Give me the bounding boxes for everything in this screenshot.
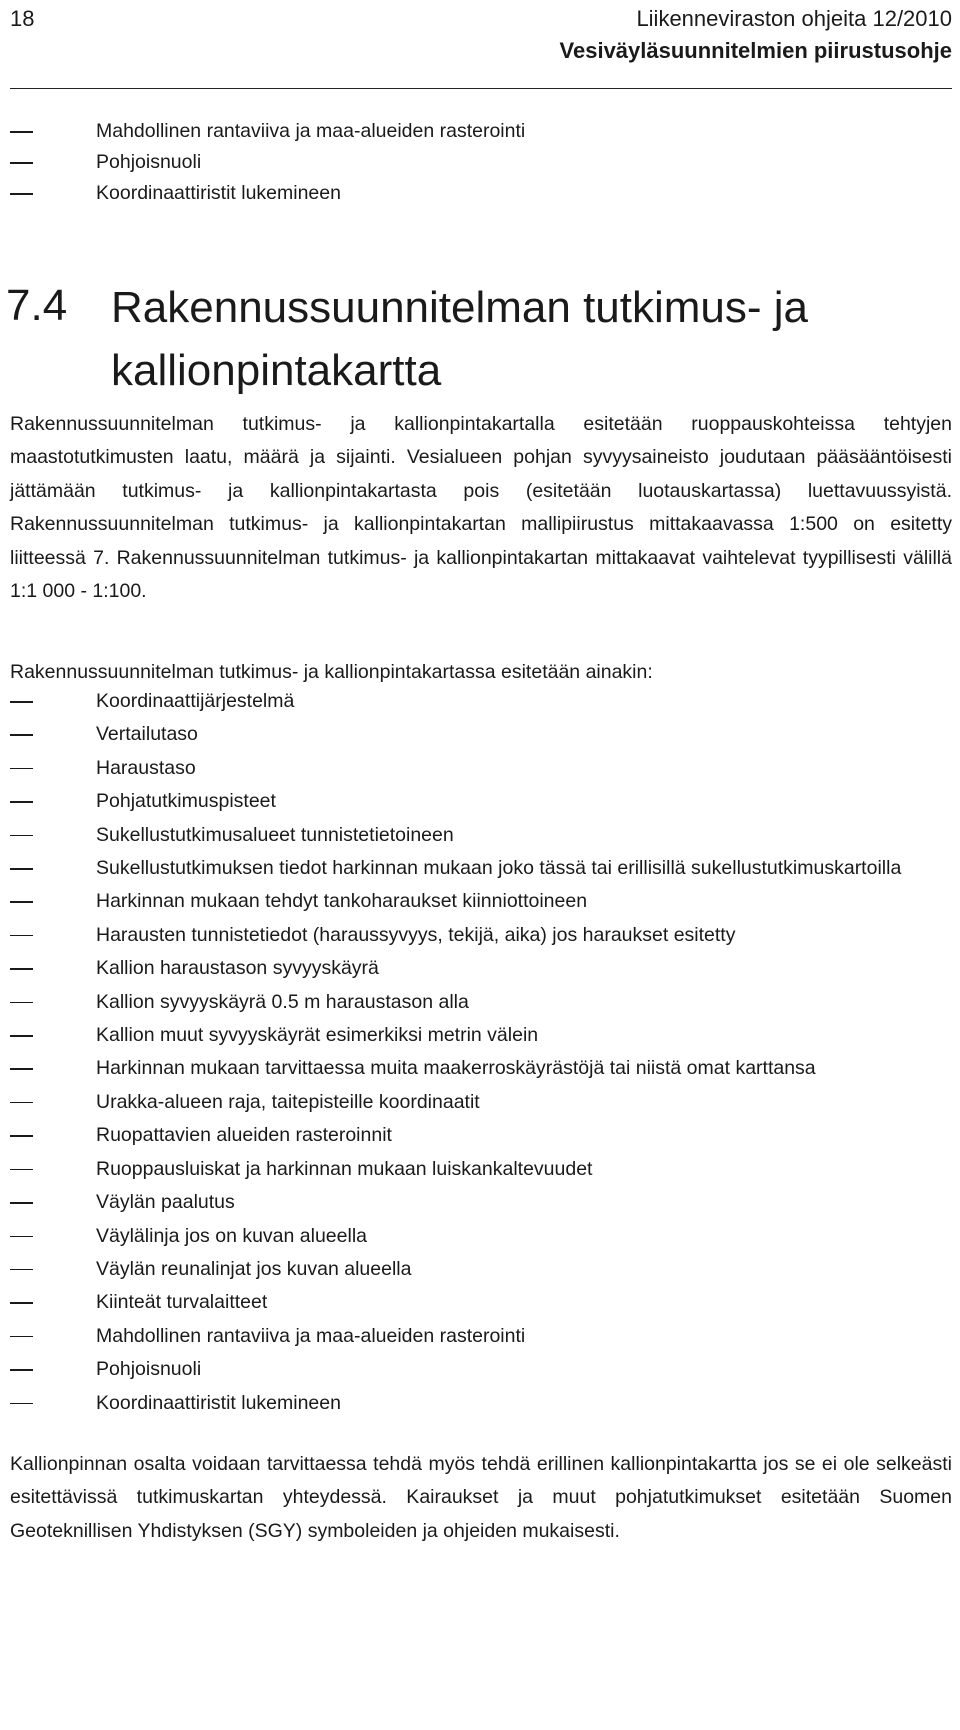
list-item-text: Koordinaattiristit lukemineen [96,1391,341,1414]
dash-bullet-icon [10,193,33,195]
list-item [10,1320,952,1353]
list-item-text: Urakka-alueen raja, taitepisteille koordinaatit [96,1090,480,1113]
list-item [10,178,952,209]
main-bullet-list [10,685,952,1420]
list-item [10,116,952,147]
list-item-text: Harkinnan mukaan tehdyt tankoharaukset kiinniottoineen [96,890,588,913]
dash-bullet-icon [10,1369,33,1371]
list-item-text: Väylän paalutus [96,1191,235,1214]
dash-bullet-icon [10,1202,33,1204]
list-item-text: Väylän reunalinjat jos kuvan alueella [96,1257,412,1280]
list-item [10,919,952,952]
list-item-text: Pohjoisnuoli [96,1358,202,1381]
list-item-text: Vertailutaso [96,723,198,746]
list-item-text: Kallion syvyyskäyrä 0.5 m haraustason alla [96,990,469,1013]
list-item-text: Sukellustutkimusalueet tunnistetietoineen [96,823,454,846]
list-item-text: Pohjatutkimuspisteet [96,790,276,813]
section-heading-line1: Rakennussuunnitelman tutkimus- ja [111,283,809,332]
list-item [10,1353,952,1386]
dash-bullet-icon [10,768,33,770]
dash-bullet-icon [10,1403,33,1405]
list-item [10,885,952,918]
list-item [10,952,952,985]
dash-bullet-icon [10,1169,33,1171]
body-paragraph-1: Rakennussuunnitelman tutkimus- ja kallionpintakartalla esitetään ruoppauskohteissa tehtyjen maastotutkimusten laatu, määrä ja sijainti. Vesialueen pohjan syvyysaineisto joudutaan pääsääntöisesti jättämään tutkimus- ja kallionpintakartasta pois (esitetään luotauskartassa) luettavuussyistä. Rakennussuunnitelman tutkimus- ja kallionpintakartan mallipiirustus mittakaavassa 1:500 on esitetty liitteessä 7. Rakennussuunnitelman tutkimus- ja kallionpintakartan mittakaavat vaihtelevat tyypillisesti välillä 1:1 000 - 1:100. [10,413,952,603]
list-item-text: Sukellustutkimuksen tiedot harkinnan mukaan joko tässä tai erillisillä sukellustutkimuskartoilla [96,857,902,880]
list-intro: Rakennussuunnitelman tutkimus- ja kallionpintakartassa esitetään ainakin: [10,661,653,683]
guide-title: Vesiväyläsuunnitelmien piirustusohje [559,38,952,63]
list-item [10,1052,952,1085]
list-item-text: Ruoppausluiskat ja harkinnan mukaan luiskankaltevuudet [96,1157,593,1180]
dash-bullet-icon [10,162,33,164]
top-bullet-list [10,116,952,209]
list-item [10,819,952,852]
dash-bullet-icon [10,131,33,133]
dash-bullet-icon [10,1035,33,1037]
dash-bullet-icon [10,1336,33,1338]
list-item [10,752,952,785]
list-item [10,1220,952,1253]
list-item-text: Kallion haraustason syvyyskäyrä [96,957,379,980]
list-item-text: Koordinaattiristit lukemineen [96,182,341,204]
list-item [10,718,952,751]
list-item-text: Ruopattavien alueiden rasteroinnit [96,1124,392,1147]
dash-bullet-icon [10,1102,33,1104]
dash-bullet-icon [10,701,33,703]
dash-bullet-icon [10,901,33,903]
list-item [10,1253,952,1286]
dash-bullet-icon [10,1236,33,1238]
dash-bullet-icon [10,1135,33,1137]
list-item-text: Kallion muut syvyyskäyrät esimerkiksi metrin välein [96,1024,539,1047]
dash-bullet-icon [10,801,33,803]
dash-bullet-icon [10,734,33,736]
dash-bullet-icon [10,935,33,937]
dash-bullet-icon [10,1302,33,1304]
list-item-text: Haraustaso [96,756,196,779]
list-item [10,1019,952,1052]
list-item-text: Harkinnan mukaan tarvittaessa muita maakerroskäyrästöjä tai niistä omat karttansa [96,1057,816,1080]
list-item [10,1387,952,1420]
list-item [10,1119,952,1152]
dash-bullet-icon [10,968,33,970]
dash-bullet-icon [10,1002,33,1004]
list-item-text: Kiinteät turvalaitteet [96,1291,268,1314]
dash-bullet-icon [10,868,33,870]
list-item-text: Mahdollinen rantaviiva ja maa-alueiden rasterointi [96,120,526,142]
dash-bullet-icon [10,1068,33,1070]
list-item-text: Pohjoisnuoli [96,151,202,173]
list-item [10,147,952,178]
list-item [10,852,952,885]
list-item-text: Väylälinja jos on kuvan alueella [96,1224,368,1247]
list-item-text: Mahdollinen rantaviiva ja maa-alueiden rasterointi [96,1324,526,1347]
body-paragraph-2: Kallionpinnan osalta voidaan tarvittaessa tehdä myös tehdä erillinen kallionpintakartta jos se ei ole selkeästi esitettävissä tutkimuskartan yhteydessä. Kairaukset ja muut pohjatutkimukset esitetään Suomen Geoteknillisen Yhdistyksen (SGY) symboleiden ja ohjeiden mukaisesti. [10,1453,952,1542]
list-item-text: Koordinaattijärjestelmä [96,690,295,712]
list-item [10,785,952,818]
list-item-text: Harausten tunnistetiedot (haraussyvyys, tekijä, aika) jos haraukset esitetty [96,923,736,946]
section-heading-line2: kallionpintakartta [111,346,442,395]
list-item [10,1186,952,1219]
section-number: 7.4 [6,281,68,330]
section-heading [111,276,911,402]
dash-bullet-icon [10,1269,33,1271]
page-number: 18 [10,6,35,31]
page-header [10,4,952,89]
publication-reference: Liikenneviraston ohjeita 12/2010 [636,6,952,31]
list-item [10,1286,952,1319]
list-item [10,986,952,1019]
list-item [10,1153,952,1186]
dash-bullet-icon [10,835,33,837]
list-item [10,1086,952,1119]
list-item [10,685,952,718]
